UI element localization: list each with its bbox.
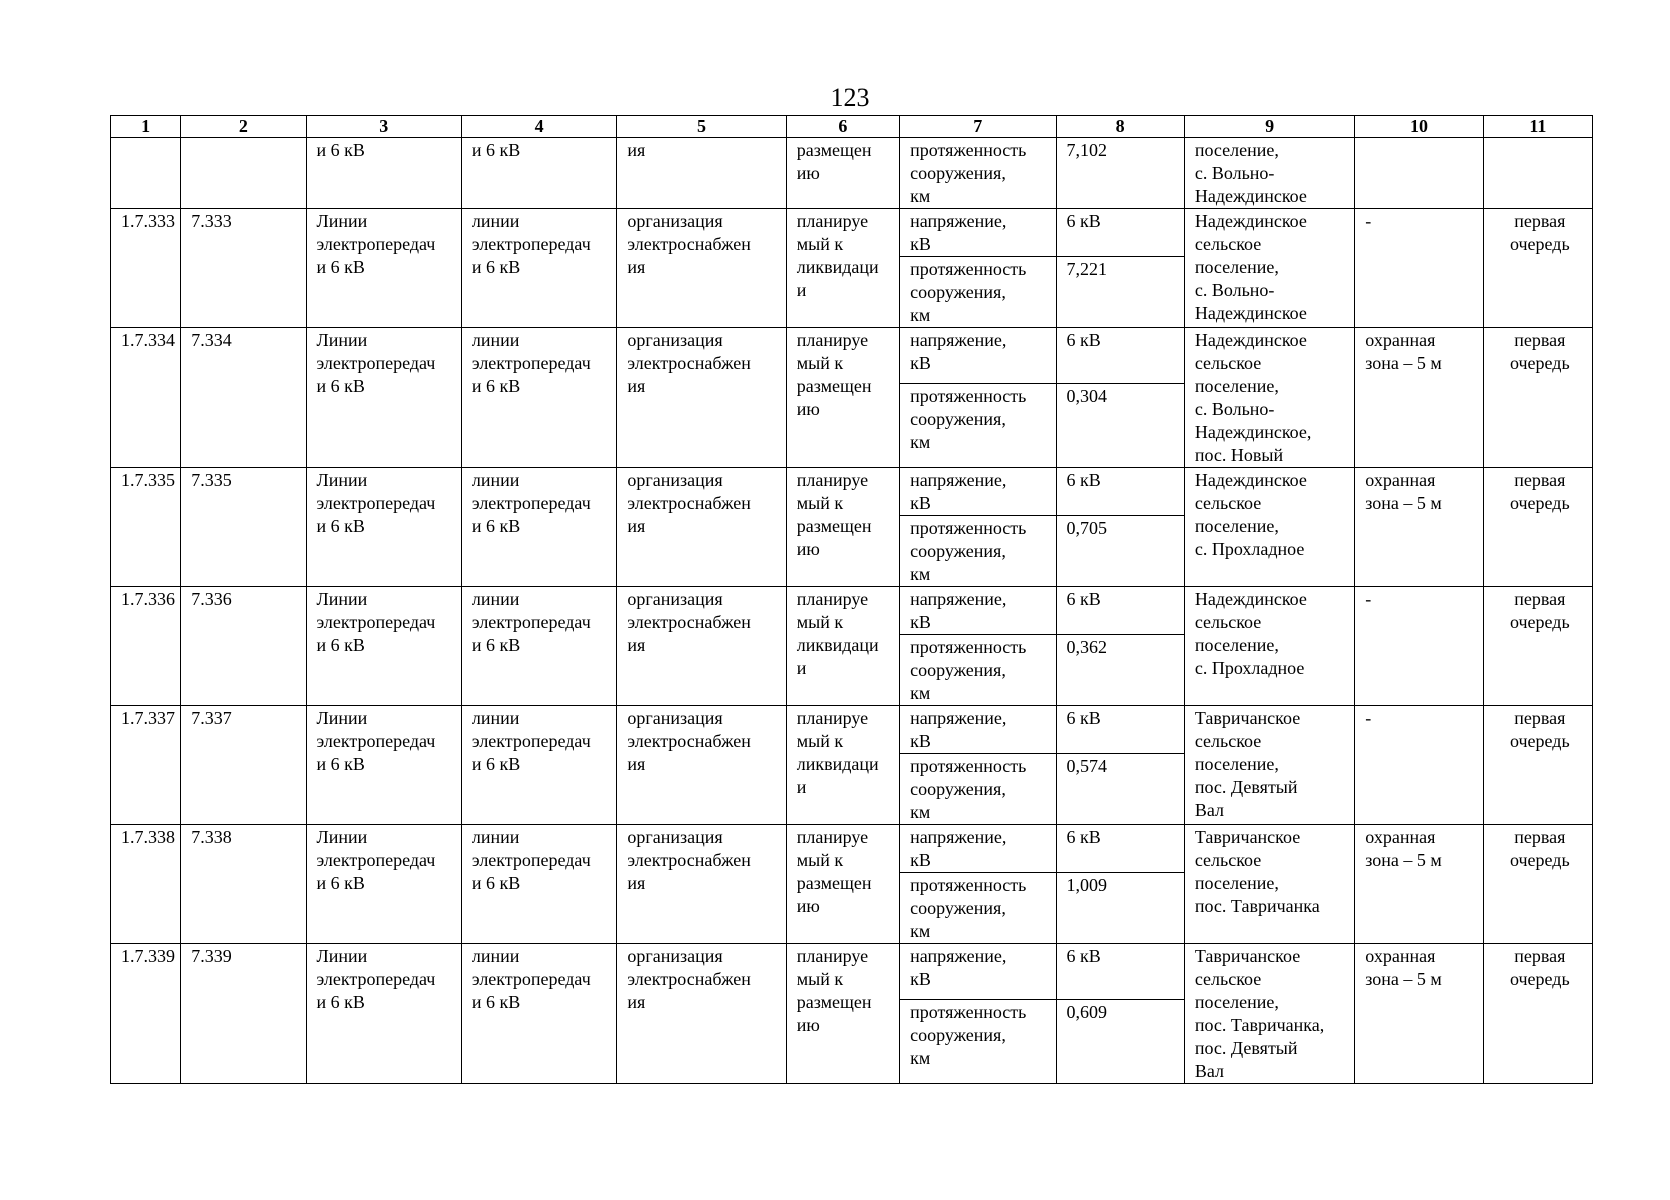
- cell-purpose: организация электроснабжен ия: [617, 825, 786, 944]
- cell-stage: первая очередь: [1483, 468, 1592, 587]
- cell-code: 7.339: [181, 944, 306, 1084]
- table-row: [111, 468, 1593, 516]
- cell-type: линии электропередач и 6 кВ: [461, 209, 616, 328]
- cell-type: и 6 кВ: [461, 138, 616, 209]
- cell-num: 1.7.337: [111, 706, 181, 825]
- cell-status: планируе мый к ликвидаци и: [786, 209, 899, 328]
- cell-voltage-label: напряжение, кВ: [900, 944, 1056, 1000]
- objects-table: [110, 115, 1593, 1084]
- cell-voltage-value: 6 кВ: [1056, 825, 1184, 873]
- table-row: [111, 328, 1593, 384]
- cell-location: Надеждинское сельское поселение, с. Вольно- Надеждинское, пос. Новый: [1184, 328, 1354, 468]
- cell-zone: охранная зона – 5 м: [1355, 468, 1483, 587]
- cell-location: Надеждинское сельское поселение, с. Прохладное: [1184, 587, 1354, 706]
- cell-type: линии электропередач и 6 кВ: [461, 468, 616, 587]
- cell-voltage-label: напряжение, кВ: [900, 209, 1056, 257]
- cell-zone: охранная зона – 5 м: [1355, 825, 1483, 944]
- cell-length-label: протяженность сооружения, км: [900, 257, 1056, 328]
- column-number-10: 10: [1355, 116, 1483, 138]
- cell-stage: [1483, 138, 1592, 209]
- continuation-row: [111, 138, 1593, 209]
- column-number-7: 7: [900, 116, 1056, 138]
- table-row: [111, 209, 1593, 257]
- cell-zone: -: [1355, 587, 1483, 706]
- cell-zone: -: [1355, 706, 1483, 825]
- cell-code: 7.333: [181, 209, 306, 328]
- cell-status: планируе мый к размещен ию: [786, 944, 899, 1084]
- cell-status: планируе мый к ликвидаци и: [786, 706, 899, 825]
- cell-type: линии электропередач и 6 кВ: [461, 944, 616, 1084]
- cell-purpose: ия: [617, 138, 786, 209]
- cell-name: Линии электропередач и 6 кВ: [306, 328, 461, 468]
- cell-code: 7.336: [181, 587, 306, 706]
- cell-voltage-value: 6 кВ: [1056, 468, 1184, 516]
- cell-name: Линии электропередач и 6 кВ: [306, 944, 461, 1084]
- cell-stage: первая очередь: [1483, 328, 1592, 468]
- cell-voltage-value: 6 кВ: [1056, 587, 1184, 635]
- cell-location: Тавричанское сельское поселение, пос. Девятый Вал: [1184, 706, 1354, 825]
- cell-zone: -: [1355, 209, 1483, 328]
- cell-purpose: организация электроснабжен ия: [617, 468, 786, 587]
- column-number-6: 6: [786, 116, 899, 138]
- cell-status: планируе мый к размещен ию: [786, 468, 899, 587]
- page-number: 123: [830, 83, 870, 112]
- cell-type: линии электропередач и 6 кВ: [461, 587, 616, 706]
- column-number-2: 2: [181, 116, 306, 138]
- cell-stage: первая очередь: [1483, 209, 1592, 328]
- cell-length-label: протяженность сооружения, км: [900, 516, 1056, 587]
- cell-length-label: протяженность сооружения, км: [900, 873, 1056, 944]
- cell-purpose: организация электроснабжен ия: [617, 209, 786, 328]
- cell-purpose: организация электроснабжен ия: [617, 587, 786, 706]
- cell-length-value: 1,009: [1056, 873, 1184, 944]
- cell-num: 1.7.335: [111, 468, 181, 587]
- cell-length-value: 0,304: [1056, 384, 1184, 468]
- cell-voltage-value: 6 кВ: [1056, 944, 1184, 1000]
- cell-length-value: 0,705: [1056, 516, 1184, 587]
- cell-location: Надеждинское сельское поселение, с. Прохладное: [1184, 468, 1354, 587]
- cell-code: [181, 138, 306, 209]
- cell-location: поселение, с. Вольно- Надеждинское: [1184, 138, 1354, 209]
- column-number-11: 11: [1483, 116, 1592, 138]
- cell-voltage-label: напряжение, кВ: [900, 468, 1056, 516]
- cell-stage: первая очередь: [1483, 706, 1592, 825]
- cell-voltage-label: напряжение, кВ: [900, 706, 1056, 754]
- column-number-row: [111, 116, 1593, 138]
- cell-voltage-label: напряжение, кВ: [900, 328, 1056, 384]
- table-row: [111, 944, 1593, 1000]
- cell-num: 1.7.339: [111, 944, 181, 1084]
- cell-name: Линии электропередач и 6 кВ: [306, 587, 461, 706]
- cell-stage: первая очередь: [1483, 825, 1592, 944]
- cell-code: 7.337: [181, 706, 306, 825]
- column-number-4: 4: [461, 116, 616, 138]
- cell-location: Тавричанское сельское поселение, пос. Тавричанка: [1184, 825, 1354, 944]
- cell-purpose: организация электроснабжен ия: [617, 944, 786, 1084]
- cell-status: планируе мый к ликвидаци и: [786, 587, 899, 706]
- cell-num: 1.7.333: [111, 209, 181, 328]
- cell-num: [111, 138, 181, 209]
- cell-length-value: 7,221: [1056, 257, 1184, 328]
- cell-length-label: протяженность сооружения, км: [900, 754, 1056, 825]
- cell-type: линии электропередач и 6 кВ: [461, 328, 616, 468]
- cell-length-value: 0,574: [1056, 754, 1184, 825]
- cell-voltage-label: напряжение, кВ: [900, 587, 1056, 635]
- table-body: [111, 138, 1593, 1084]
- column-number-9: 9: [1184, 116, 1354, 138]
- cell-param-label: протяженность сооружения, км: [900, 138, 1056, 209]
- cell-name: Линии электропередач и 6 кВ: [306, 706, 461, 825]
- cell-code: 7.334: [181, 328, 306, 468]
- cell-location: Надеждинское сельское поселение, с. Вольно- Надеждинское: [1184, 209, 1354, 328]
- cell-length-label: протяженность сооружения, км: [900, 1000, 1056, 1084]
- cell-status: размещен ию: [786, 138, 899, 209]
- cell-code: 7.335: [181, 468, 306, 587]
- cell-num: 1.7.338: [111, 825, 181, 944]
- cell-length-label: протяженность сооружения, км: [900, 384, 1056, 468]
- cell-stage: первая очередь: [1483, 944, 1592, 1084]
- cell-num: 1.7.336: [111, 587, 181, 706]
- cell-voltage-label: напряжение, кВ: [900, 825, 1056, 873]
- cell-location: Тавричанское сельское поселение, пос. Тавричанка, пос. Девятый Вал: [1184, 944, 1354, 1084]
- cell-zone: [1355, 138, 1483, 209]
- cell-status: планируе мый к размещен ию: [786, 825, 899, 944]
- cell-stage: первая очередь: [1483, 587, 1592, 706]
- column-number-1: 1: [111, 116, 181, 138]
- cell-zone: охранная зона – 5 м: [1355, 328, 1483, 468]
- cell-length-label: протяженность сооружения, км: [900, 635, 1056, 706]
- cell-status: планируе мый к размещен ию: [786, 328, 899, 468]
- cell-param-value: 7,102: [1056, 138, 1184, 209]
- table-row: [111, 587, 1593, 635]
- cell-voltage-value: 6 кВ: [1056, 706, 1184, 754]
- cell-voltage-value: 6 кВ: [1056, 328, 1184, 384]
- column-number-3: 3: [306, 116, 461, 138]
- cell-name: Линии электропередач и 6 кВ: [306, 209, 461, 328]
- cell-type: линии электропередач и 6 кВ: [461, 825, 616, 944]
- cell-length-value: 0,362: [1056, 635, 1184, 706]
- cell-zone: охранная зона – 5 м: [1355, 944, 1483, 1084]
- column-number-5: 5: [617, 116, 786, 138]
- column-number-8: 8: [1056, 116, 1184, 138]
- cell-voltage-value: 6 кВ: [1056, 209, 1184, 257]
- cell-name: Линии электропередач и 6 кВ: [306, 825, 461, 944]
- table-row: [111, 706, 1593, 754]
- cell-name: Линии электропередач и 6 кВ: [306, 468, 461, 587]
- cell-purpose: организация электроснабжен ия: [617, 706, 786, 825]
- table-row: [111, 825, 1593, 873]
- cell-purpose: организация электроснабжен ия: [617, 328, 786, 468]
- cell-name: и 6 кВ: [306, 138, 461, 209]
- cell-length-value: 0,609: [1056, 1000, 1184, 1084]
- cell-code: 7.338: [181, 825, 306, 944]
- cell-type: линии электропередач и 6 кВ: [461, 706, 616, 825]
- cell-num: 1.7.334: [111, 328, 181, 468]
